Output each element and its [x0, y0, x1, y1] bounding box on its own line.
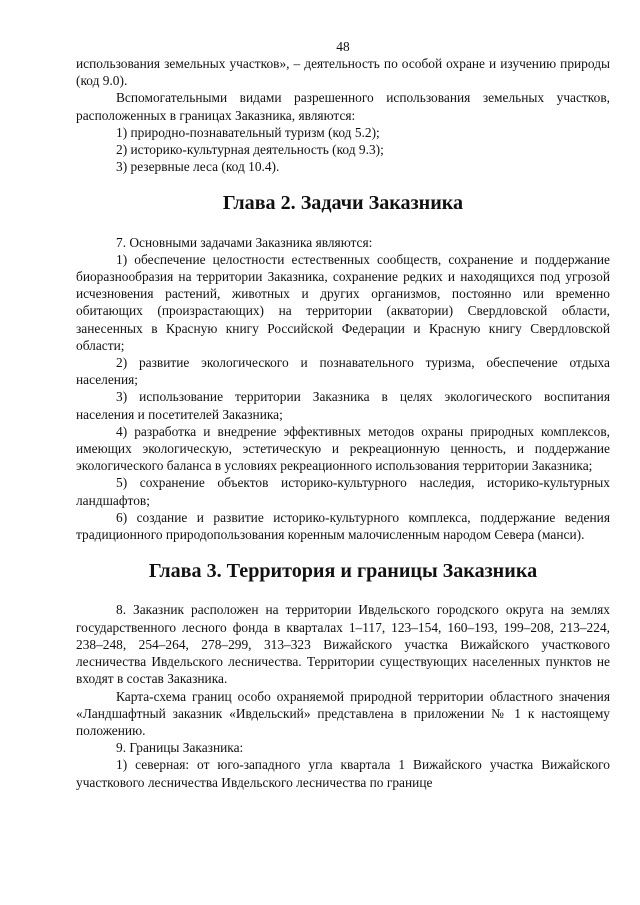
task-item-2: 2) развитие экологического и познавательного туризма, обеспечение отдыха населения; — [76, 355, 610, 388]
document-page — [76, 0, 610, 791]
task-item-4: 4) разработка и внедрение эффективных методов охраны природных комплексов, имеющих экологическую, эстетическую и рекреационную ценность, и поддержание экологического баланса в условиях рекреационного использования территории Заказника; — [76, 423, 610, 474]
chapter-3-paragraph-9: 9. Границы Заказника: — [116, 740, 244, 756]
chapter-3-heading: Глава 3. Территория и границы Заказника — [148, 560, 538, 583]
intro-list-item-3: 3) резервные леса (код 10.4). — [116, 159, 280, 175]
chapter-2-paragraph-7: 7. Основными задачами Заказника являются: — [116, 234, 373, 250]
task-item-3: 3) использование территории Заказника в целях экологического воспитания населения и посетителей Заказника; — [76, 389, 610, 422]
intro-paragraph-1: использования земельных участков», – деятельность по особой охране и изучению природы (код 9.0). — [76, 56, 610, 89]
intro-list-item-2: 2) историко-культурная деятельность (код 9.3); — [116, 142, 384, 158]
task-item-6: 6) создание и развитие историко-культурного комплекса, поддержание ведения традиционного природопользования коренным малочисленным народом Севера (манси). — [76, 509, 610, 543]
intro-list-item-1: 1) природно-познавательный туризм (код 5.2); — [116, 124, 380, 140]
chapter-3-paragraph-8: 8. Заказник расположен на территории Ивдельского городского округа на землях государственного лесного фонда в кварталах 1–117, 123–154, 160–193, 199–208, 213–224, 238–248, 254–264, 278–299, 313–323 Вижайского участка Вижайского участкового лесничества Ивдельского лесничества. Территории существующих населенных пунктов не входят в состав Заказника. — [76, 602, 610, 687]
task-item-5: 5) сохранение объектов историко-культурного наследия, историко-культурных ландшафтов; — [76, 475, 610, 508]
map-reference-paragraph: Карта-схема границ особо охраняемой природной территории областного значения «Ландшафтный заказник «Ивдельский» представлена в приложении № 1 к настоящему положению. — [76, 688, 610, 738]
chapter-2-heading: Глава 2. Задачи Заказника — [222, 192, 464, 215]
task-item-1: 1) обеспечение целостности естественных сообществ, сохранение и поддержание биоразнообразия на территории Заказника, сохранение редких и находящихся под угрозой исчезновения растений, животных и других организмов, постоянно или временно обитающих (произрастающих) на территории (акватории) Свердловской области, занесенных в Красную книгу Российской Федерации и Красную книгу Свердловской области; — [76, 251, 610, 353]
page-number: 48 — [336, 39, 350, 54]
intro-paragraph-2: Вспомогательными видами разрешенного использования земельных участков, расположенных в границах Заказника, являются: — [76, 90, 610, 123]
boundary-item-1: 1) северная: от юго-западного угла квартала 1 Вижайского участка Вижайского участкового лесничества Ивдельского лесничества по границе — [76, 757, 610, 790]
